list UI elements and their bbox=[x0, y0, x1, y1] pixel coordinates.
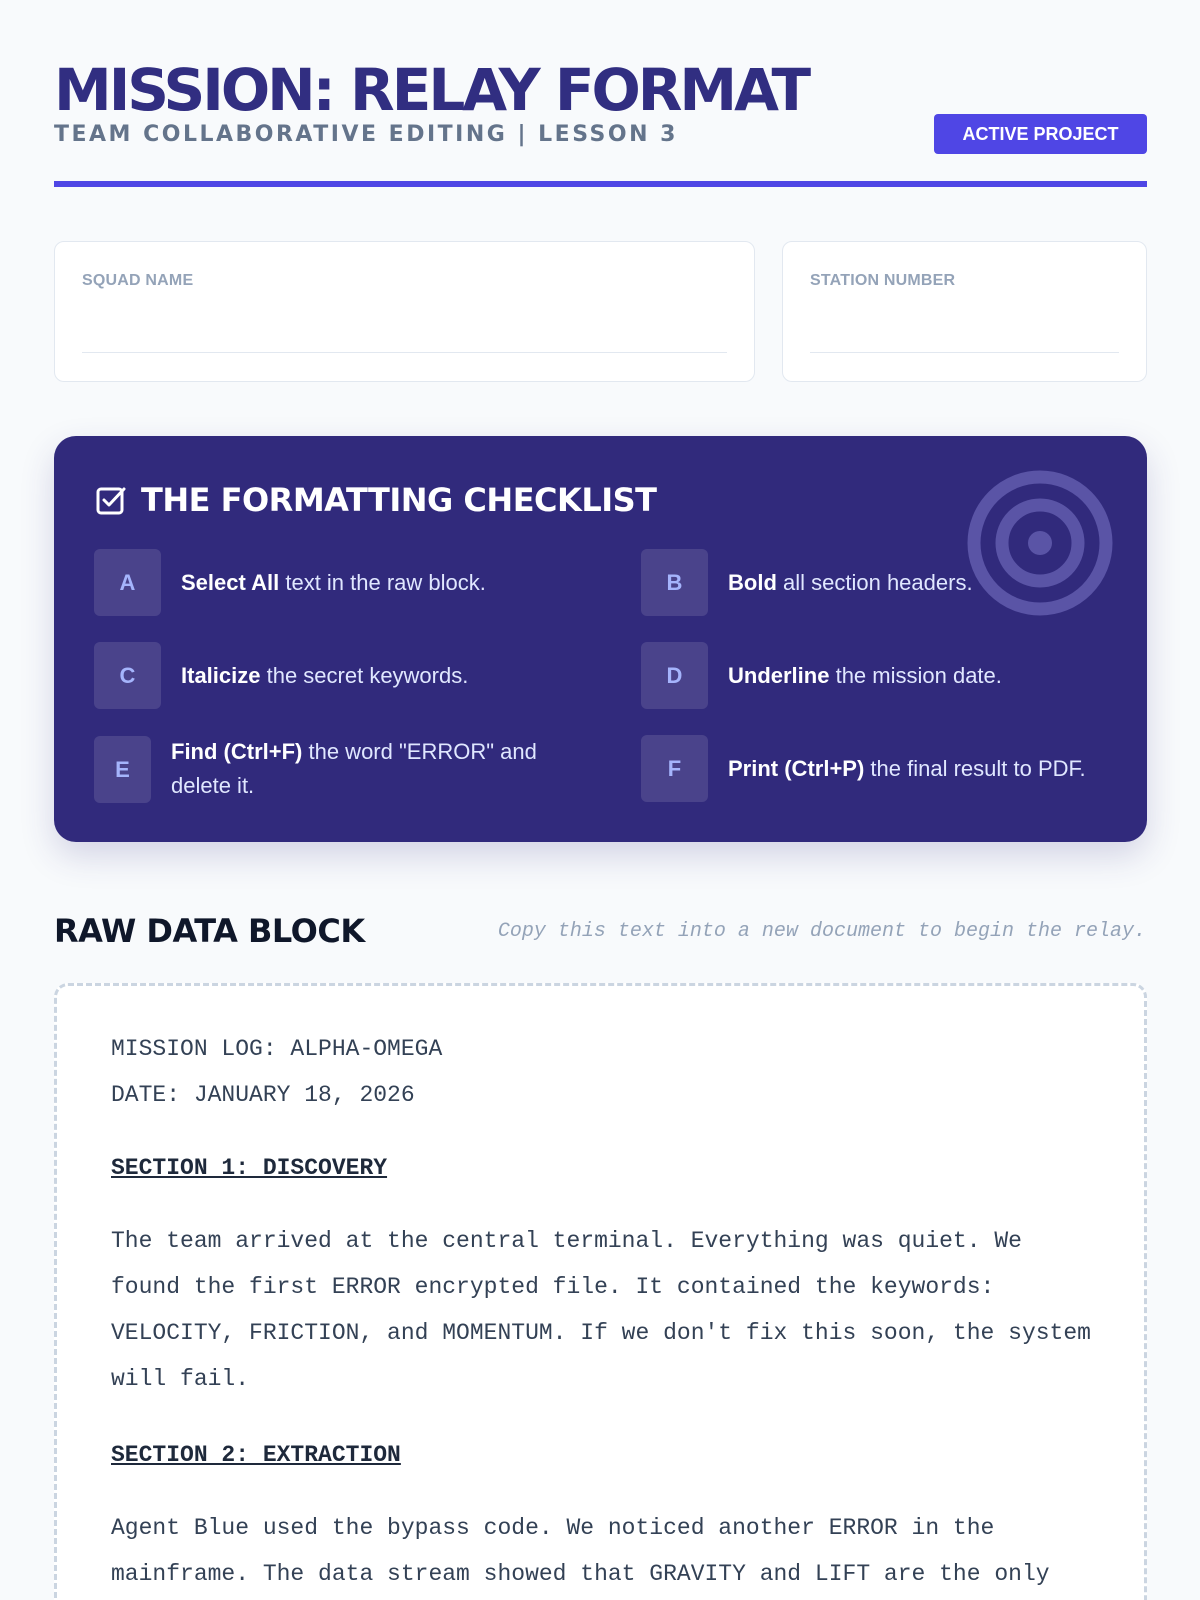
raw-data-hint: Copy this text into a new document to begin the relay. bbox=[497, 920, 1146, 943]
item-detail: the mission date. bbox=[829, 662, 1002, 688]
item-action: Find (Ctrl+F) bbox=[171, 739, 303, 764]
item-detail: the final result to PDF. bbox=[864, 755, 1086, 781]
item-letter: B bbox=[641, 549, 708, 616]
mission-log-line: MISSION LOG: ALPHA-OMEGA bbox=[111, 1036, 443, 1062]
station-number-underline bbox=[810, 352, 1119, 353]
item-text bbox=[728, 752, 1086, 786]
item-letter: C bbox=[94, 642, 161, 709]
item-letter: A bbox=[94, 549, 161, 616]
raw-data-title: RAW DATA BLOCK bbox=[54, 912, 365, 950]
item-letter: D bbox=[641, 642, 708, 709]
formatting-checklist bbox=[54, 436, 1147, 842]
item-detail: text in the raw block. bbox=[279, 569, 486, 595]
checklist-item-d bbox=[641, 642, 1121, 709]
item-detail: the secret keywords. bbox=[260, 662, 469, 688]
squad-name-underline bbox=[82, 352, 727, 353]
section-1-body: The team arrived at the central terminal. Everything was quiet. We found the first ERROR encrypted file. It contained the keywords: VELOCITY, FRICTION, and MOMENTUM. If we don't fix this soon, the system will fail. bbox=[111, 1228, 1091, 1392]
item-detail: all section headers. bbox=[776, 569, 973, 595]
item-detail: the word "ERROR" and delete it. bbox=[171, 739, 537, 798]
squad-name-field bbox=[54, 241, 755, 382]
checklist-title: THE FORMATTING CHECKLIST bbox=[141, 481, 657, 519]
station-number-field bbox=[782, 241, 1147, 382]
page-title: MISSION: RELAY FORMAT bbox=[54, 56, 809, 124]
item-action: Underline bbox=[728, 662, 830, 688]
item-action: Italicize bbox=[181, 662, 261, 688]
checklist-item-a bbox=[94, 549, 614, 616]
item-text bbox=[181, 659, 468, 693]
checklist-item-e bbox=[94, 735, 594, 803]
raw-data-block[interactable] bbox=[54, 983, 1147, 1600]
station-number-input[interactable] bbox=[810, 314, 1119, 350]
item-text bbox=[181, 566, 486, 600]
item-text bbox=[171, 735, 571, 803]
section-1-heading: SECTION 1: DISCOVERY bbox=[111, 1155, 388, 1181]
status-badge: ACTIVE PROJECT bbox=[934, 114, 1147, 154]
item-action: Print (Ctrl+P) bbox=[728, 755, 865, 781]
station-number-label: STATION NUMBER bbox=[810, 272, 956, 289]
checklist-header bbox=[95, 480, 657, 520]
checkbox-icon bbox=[95, 484, 127, 516]
page-subtitle: TEAM COLLABORATIVE EDITING | LESSON 3 bbox=[54, 122, 678, 147]
item-letter: E bbox=[94, 736, 151, 803]
section-2-body: Agent Blue used the bypass code. We noticed another ERROR in the mainframe. The data stream showed that GRAVITY and LIFT are the only bbox=[111, 1515, 1050, 1587]
squad-name-input[interactable] bbox=[82, 314, 727, 350]
checklist-item-b bbox=[641, 549, 1121, 616]
item-text bbox=[728, 659, 1002, 693]
section-2-heading: SECTION 2: EXTRACTION bbox=[111, 1442, 401, 1468]
item-action: Select All bbox=[181, 569, 280, 595]
item-action: Bold bbox=[728, 569, 777, 595]
checklist-item-f bbox=[641, 735, 1131, 802]
item-letter: F bbox=[641, 735, 708, 802]
page-header bbox=[54, 54, 1147, 187]
squad-name-label: SQUAD NAME bbox=[82, 272, 194, 289]
item-text bbox=[728, 566, 973, 600]
checklist-item-c bbox=[94, 642, 614, 709]
mission-date-line: DATE: JANUARY 18, 2026 bbox=[111, 1082, 415, 1108]
